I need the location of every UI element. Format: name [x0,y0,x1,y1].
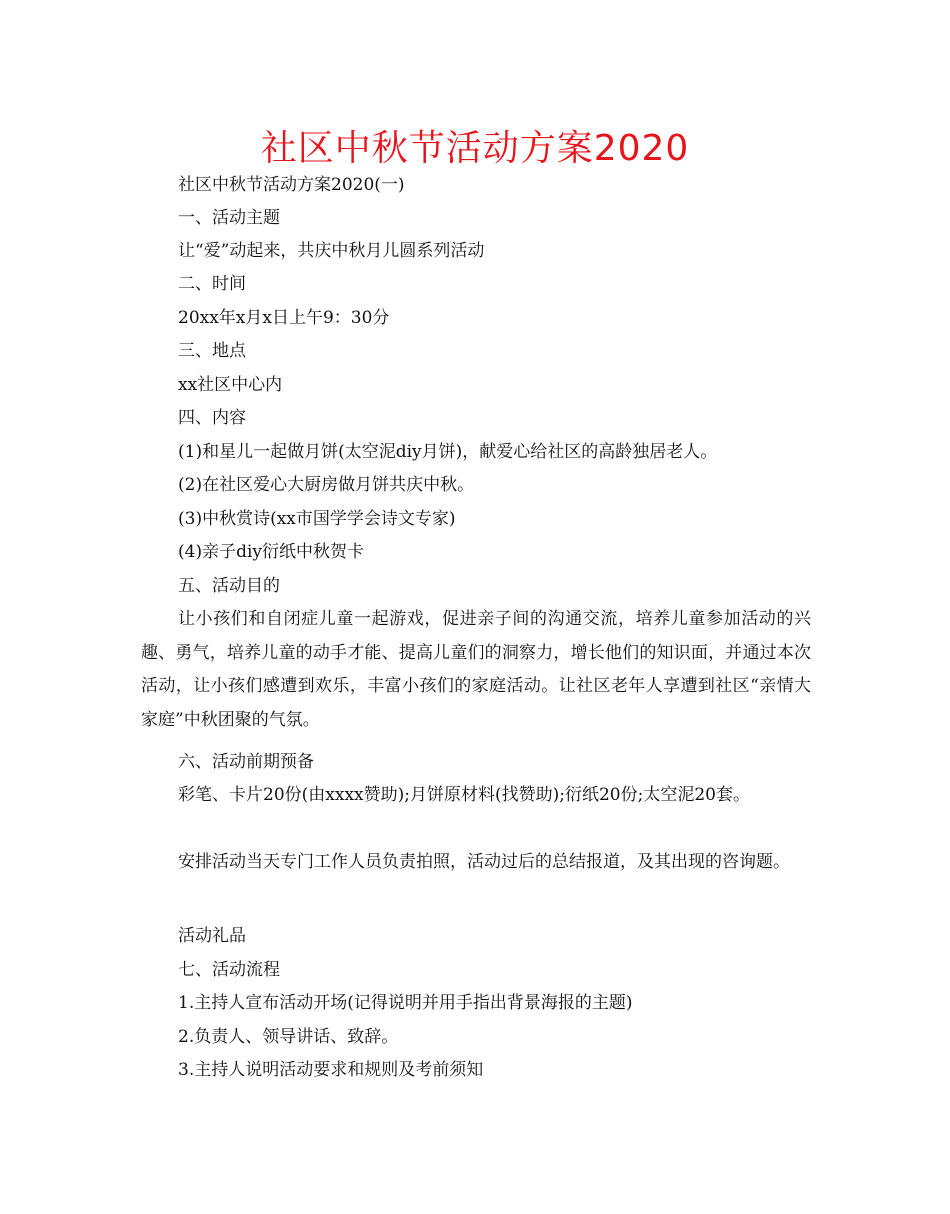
subtitle: 社区中秋节活动方案2020(一) [178,175,405,195]
section-heading-purpose: 五、活动目的 [178,576,280,596]
section-heading-time: 二、时间 [178,274,246,294]
document-title: 社区中秋节活动方案2020 [260,128,690,169]
process-item: 2.负责人、领导讲话、致辞。 [178,1027,399,1047]
preparation-paragraph: 彩笔、卡片20份(由xxxx赞助);月饼原材料(找赞助);衍纸20份;太空泥20套。 [178,785,750,805]
process-item: 3.主持人说明活动要求和规则及考前须知 [178,1060,484,1080]
time-text: 20xx年x月x日上午9：30分 [178,308,390,328]
purpose-paragraph: 让小孩们和自闭症儿童一起游戏，促进亲子间的沟通交流，培养儿童参加活动的兴趣、勇气，培养儿童的动手才能、提高儿童们的洞察力，增长他们的知识面，并通过本次活动，让小孩们感遭到欢乐，丰富小孩们的家庭活动。让社区老年人享遭到社区“亲情大家庭”中秋团聚的气氛。 [141,609,811,730]
section-heading-content: 四、内容 [178,408,246,428]
content-item: (3)中秋赏诗(xx市国学学会诗文专家) [178,509,456,529]
gifts-heading: 活动礼品 [178,926,246,946]
section-heading-location: 三、地点 [178,341,246,361]
section-heading-preparation: 六、活动前期预备 [178,752,314,772]
process-item: 1.主持人宣布活动开场(记得说明并用手指出背景海报的主题) [178,993,633,1013]
location-text: xx社区中心内 [178,375,283,395]
preparation-paragraph: 安排活动当天专门工作人员负责拍照，活动过后的总结报道，及其出现的咨询题。 [178,852,790,872]
content-item: (2)在社区爱心大厨房做月饼共庆中秋。 [178,475,475,495]
content-item: (1)和星儿一起做月饼(太空泥diy月饼)，献爱心给社区的高龄独居老人。 [178,442,718,462]
section-heading-theme: 一、活动主题 [178,208,280,228]
theme-text: 让“爱”动起来，共庆中秋月儿圆系列活动 [178,241,485,261]
section-heading-process: 七、活动流程 [178,960,280,980]
content-item: (4)亲子diy衍纸中秋贺卡 [178,542,365,562]
